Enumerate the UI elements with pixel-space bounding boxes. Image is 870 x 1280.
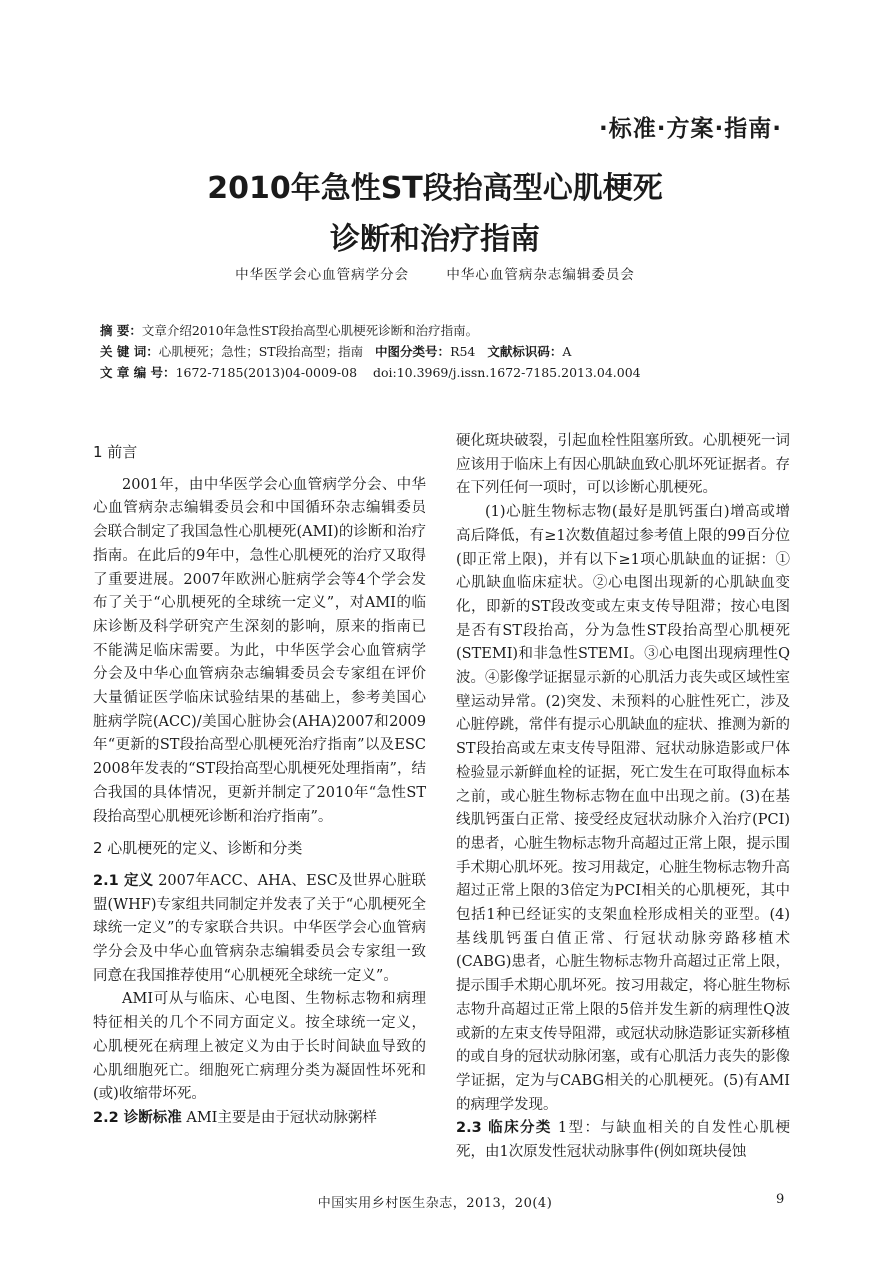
abstract-text: 文章介绍2010年急性ST段抬高型心肌梗死诊断和治疗指南。 [141,323,479,338]
section-2-3-text: 1型：与缺血相关的自发性心肌梗死，由1次原发性冠状动脉事件(例如斑块侵蚀 [456,1120,790,1161]
section-2-2-label: 2.2 诊断标准 [93,1109,182,1126]
keywords-line [100,341,571,362]
article-number-line [100,362,641,383]
article-no-label: 文 章 编 号： [100,365,176,380]
doccode-value: A [562,344,572,359]
abstract-label: 摘 要： [100,323,142,338]
section-1-heading: 1 前言 [93,443,138,461]
journal-footer: 中国实用乡村医生杂志，2013，20(4) [317,1196,553,1211]
author-2: 中华心血管病杂志编辑委员会 [446,267,635,283]
section-2-3-paragraph [456,1117,790,1164]
section-2-heading: 2 心肌梗死的定义、诊断和分类 [93,839,303,858]
clc-value: R54 [450,344,476,359]
section-1-paragraph: 2001年，由中华医学会心血管病学分会、中华心血管病杂志编辑委员会和中国循环杂志编辑委员会联合制定了我国急性心肌梗死(AMI)的诊断和治疗指南。在此后的9年中，急性心肌梗死的治疗又取得了重要进展。2007年欧洲心脏病学会等4个学会发布了关于“心肌梗死的全球统一定义”，对AMI的临床诊断及科学研究产生深刻的影响，原来的指南已不能满足临床需要。为此，中华医学会心血管病学分会及中华心血管病杂志编辑委员会专家组在评价大量循证医学临床试验结果的基础上，参考美国心脏病学院(ACC)/美国心脏协会(AHA)2007和2009年“更新的ST段抬高型心肌梗死治疗指南”以及ESC 2008年发表的“ST段抬高型心肌梗死处理指南”，结合我国的具体情况，更新并制定了2010年“急性ST段抬高型心肌梗死诊断和治疗指南”。 [93,476,426,825]
keywords-text: 心肌梗死；急性；ST段抬高型；指南 [158,344,364,359]
right-paragraph-2: (1)心脏生物标志物(最好是肌钙蛋白)增高或增高后降低，有≥1次数值超过参考值上限的99百分位(即正常上限)，并有以下≥1项心肌缺血的证据：①心肌缺血临床症状。②心电图出现新的心肌缺血变化，即新的ST段改变或左束支传导阻滞；按心电图是否有ST段抬高，分为急性ST段抬高型心肌梗死(STEMI)和非急性STEMI。③心电图出现病理性Q波。④影像学证据显示新的心肌活力丧失或区域性室壁运动异常。(2)突发、未预料的心脏性死亡，涉及心脏停跳，常伴有提示心肌缺血的症状、推测为新的ST段抬高或左束支传导阻滞、冠状动脉造影或尸体检验显示新鲜血栓的证据，死亡发生在可取得血标本之前，或心脏生物标志物在血中出现之前。(3)在基线肌钙蛋白正常、接受经皮冠状动脉介入治疗(PCI)的患者，心脏生物标志物升高超过正常上限，提示围手术期心肌坏死。按习用裁定，心脏生物标志物升高超过正常上限的3倍定为PCI相关的心肌梗死，其中包括1种已经证实的支架血栓形成相关的亚型。(4)基线肌钙蛋白值正常、行冠状动脉旁路移植术(CABG)患者，心脏生物标志物升高超过正常上限，提示围手术期心肌坏死。按习用裁定，将心脏生物标志物升高超过正常上限的5倍并发生新的病理性Q波或新的左束支传导阻滞，或冠状动脉造影证实新移植的或自身的冠状动脉闭塞，或有心肌活力丧失的影像学证据，定为与CABG相关的心肌梗死。(5)有AMI的病理学发现。 [456,504,790,1113]
section-2-3-label: 2.3 临床分类 [456,1120,552,1137]
article-no-value: 1672-7185(2013)04-0009-08 [175,365,358,380]
left-column [93,441,426,1131]
article-title-line2: 诊断和治疗指南 [330,222,540,257]
doi: doi:10.3969/j.issn.1672-7185.2013.04.004 [372,365,641,380]
section-2-1-paragraph [93,870,426,989]
section-2-1-text: 2007年ACC、AHA、ESC及世界心脏联盟(WHF)专家组共同制定并发表了关于“心肌梗死全球统一定义”的专家联合共识。中华医学会心血管病学分会及中华心血管病杂志编辑委员会专家组一致同意在我国推荐使用“心肌梗死全球统一定义”。 [93,872,426,984]
doccode-label: 文献标识码： [487,344,563,359]
author-1: 中华医学会心血管病学分会 [235,267,410,283]
section-2-2-paragraph [93,1107,426,1131]
section-2-2-text: AMI主要是由于冠状动脉粥样 [186,1109,377,1126]
right-paragraph-1: 硬化斑块破裂，引起血栓性阻塞所致。心肌梗死一词应该用于临床上有因心肌缺血致心肌坏死证据者。存在下列任何一项时，可以诊断心肌梗死。 [456,433,790,497]
section-tag: ·标准·方案·指南· [599,116,782,142]
abstract-line [100,320,478,341]
section-2-1-paragraph-2: AMI可从与临床、心电图、生物标志物和病理特征相关的几个不同方面定义。按全球统一定义，心肌梗死在病理上被定义为由于长时间缺血导致的心肌细胞死亡。细胞死亡病理分类为凝固性坏死和(或)收缩带坏死。 [93,991,426,1103]
article-title-line1: 2010年急性ST段抬高型心肌梗死 [207,171,663,206]
authors [0,263,870,283]
page-number: 9 [776,1192,785,1207]
keywords-label: 关 键 词： [100,344,159,359]
clc-label: 中图分类号： [375,344,451,359]
section-2-1-label: 2.1 定义 [93,872,154,889]
right-column [456,430,790,1165]
